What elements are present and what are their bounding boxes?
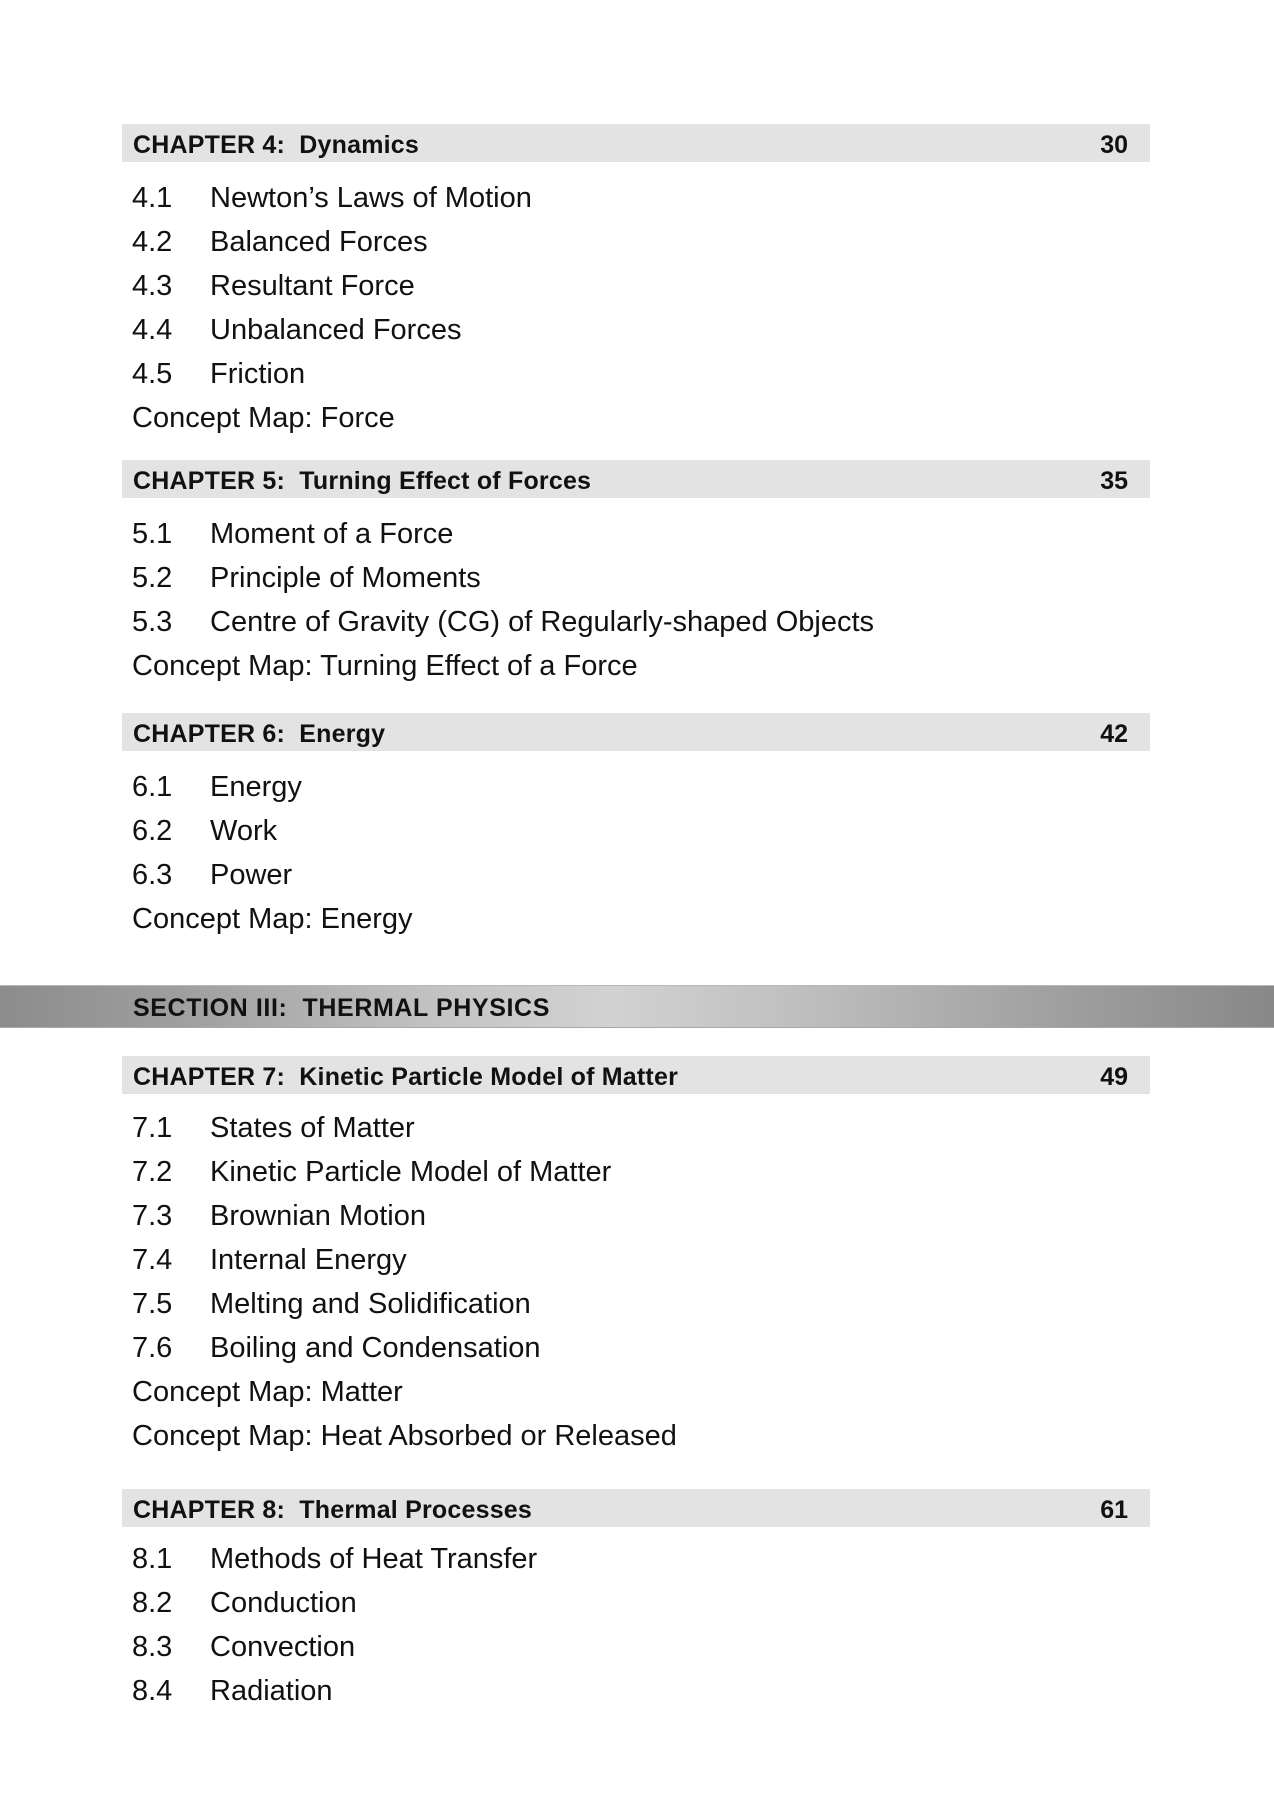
- concept-map-turning-effect[interactable]: Concept Map: Turning Effect of a Force: [132, 650, 638, 682]
- toc-item-8-4[interactable]: [132, 1674, 333, 1708]
- toc-item-8-2[interactable]: [132, 1586, 357, 1620]
- item-title: Boiling and Condensation: [210, 1332, 541, 1364]
- item-title: Energy: [210, 771, 302, 803]
- item-number: 4.3: [132, 270, 173, 302]
- item-number: 7.1: [132, 1112, 173, 1144]
- toc-item-4-3[interactable]: [132, 269, 415, 303]
- item-number: 8.4: [132, 1675, 173, 1707]
- toc-item-5-1[interactable]: [132, 517, 453, 551]
- item-number: 7.4: [132, 1244, 173, 1276]
- chapter-title: CHAPTER 5: Turning Effect of Forces: [133, 467, 592, 495]
- item-number: 7.5: [132, 1288, 173, 1320]
- item-title: Internal Energy: [210, 1244, 407, 1276]
- chapter-page-number: 42: [1100, 720, 1128, 748]
- item-title: Power: [210, 859, 293, 891]
- item-number: 4.1: [132, 182, 173, 214]
- item-title: Unbalanced Forces: [210, 314, 462, 346]
- toc-item-4-5[interactable]: [132, 357, 305, 391]
- item-number: 7.6: [132, 1332, 173, 1364]
- chapter-page-number: 30: [1100, 131, 1128, 159]
- section-title: SECTION III: THERMAL PHYSICS: [133, 994, 550, 1022]
- item-number: 6.1: [132, 771, 173, 803]
- toc-item-7-1[interactable]: [132, 1111, 415, 1145]
- toc-item-7-4[interactable]: [132, 1243, 407, 1277]
- item-title: Conduction: [210, 1587, 357, 1619]
- concept-map-heat[interactable]: Concept Map: Heat Absorbed or Released: [132, 1420, 677, 1452]
- toc-item-7-3[interactable]: [132, 1199, 426, 1233]
- item-number: 7.2: [132, 1156, 173, 1188]
- item-title: Work: [210, 815, 278, 847]
- chapter-page-number: 61: [1100, 1496, 1128, 1524]
- item-title: Friction: [210, 358, 306, 390]
- chapter-page-number: 35: [1100, 467, 1128, 495]
- chapter-title: CHAPTER 4: Dynamics: [133, 131, 420, 159]
- chapter-4-header[interactable]: [122, 124, 1150, 162]
- item-title: Brownian Motion: [210, 1200, 426, 1232]
- toc-item-6-1[interactable]: [132, 770, 302, 804]
- item-number: 4.5: [132, 358, 173, 390]
- item-number: 8.3: [132, 1631, 173, 1663]
- item-number: 5.2: [132, 562, 173, 594]
- item-number: 7.3: [132, 1200, 173, 1232]
- item-number: 5.1: [132, 518, 173, 550]
- toc-item-4-1[interactable]: [132, 181, 532, 215]
- item-title: Melting and Solidification: [210, 1288, 531, 1320]
- toc-item-7-6[interactable]: [132, 1331, 541, 1365]
- chapter-7-header[interactable]: [122, 1056, 1150, 1094]
- toc-item-4-4[interactable]: [132, 313, 461, 347]
- concept-map-energy[interactable]: Concept Map: Energy: [132, 903, 413, 935]
- chapter-title: CHAPTER 8: Thermal Processes: [133, 1496, 533, 1524]
- concept-map-matter[interactable]: Concept Map: Matter: [132, 1376, 403, 1408]
- item-number: 6.2: [132, 815, 173, 847]
- item-number: 6.3: [132, 859, 173, 891]
- toc-item-4-2[interactable]: [132, 225, 428, 259]
- item-title: Methods of Heat Transfer: [210, 1543, 538, 1575]
- toc-item-6-2[interactable]: [132, 814, 277, 848]
- toc-item-6-3[interactable]: [132, 858, 292, 892]
- chapter-title: CHAPTER 7: Kinetic Particle Model of Matter: [133, 1063, 678, 1091]
- item-title: Radiation: [210, 1675, 333, 1707]
- item-number: 8.1: [132, 1543, 173, 1575]
- toc-item-7-5[interactable]: [132, 1287, 531, 1321]
- item-number: 4.2: [132, 226, 173, 258]
- item-number: 5.3: [132, 606, 173, 638]
- toc-item-5-3[interactable]: [132, 605, 874, 639]
- chapter-5-header[interactable]: [122, 460, 1150, 498]
- toc-item-5-2[interactable]: [132, 561, 481, 595]
- item-number: 8.2: [132, 1587, 173, 1619]
- toc-item-8-3[interactable]: [132, 1630, 355, 1664]
- chapter-6-header[interactable]: [122, 713, 1150, 751]
- toc-item-8-1[interactable]: [132, 1542, 537, 1576]
- item-title: Convection: [210, 1631, 356, 1663]
- item-title: Newton’s Laws of Motion: [210, 182, 532, 214]
- item-title: Principle of Moments: [210, 562, 481, 594]
- item-title: Kinetic Particle Model of Matter: [210, 1156, 612, 1188]
- item-title: Centre of Gravity (CG) of Regularly-shaped Objects: [210, 606, 875, 638]
- chapter-8-header[interactable]: [122, 1489, 1150, 1527]
- section-header: [0, 985, 1274, 1028]
- item-title: States of Matter: [210, 1112, 415, 1144]
- item-title: Moment of a Force: [210, 518, 454, 550]
- toc-item-7-2[interactable]: [132, 1155, 611, 1189]
- chapter-page-number: 49: [1100, 1063, 1128, 1091]
- item-title: Balanced Forces: [210, 226, 428, 258]
- concept-map-force[interactable]: Concept Map: Force: [132, 402, 395, 434]
- item-number: 4.4: [132, 314, 173, 346]
- item-title: Resultant Force: [210, 270, 415, 302]
- chapter-title: CHAPTER 6: Energy: [133, 720, 386, 748]
